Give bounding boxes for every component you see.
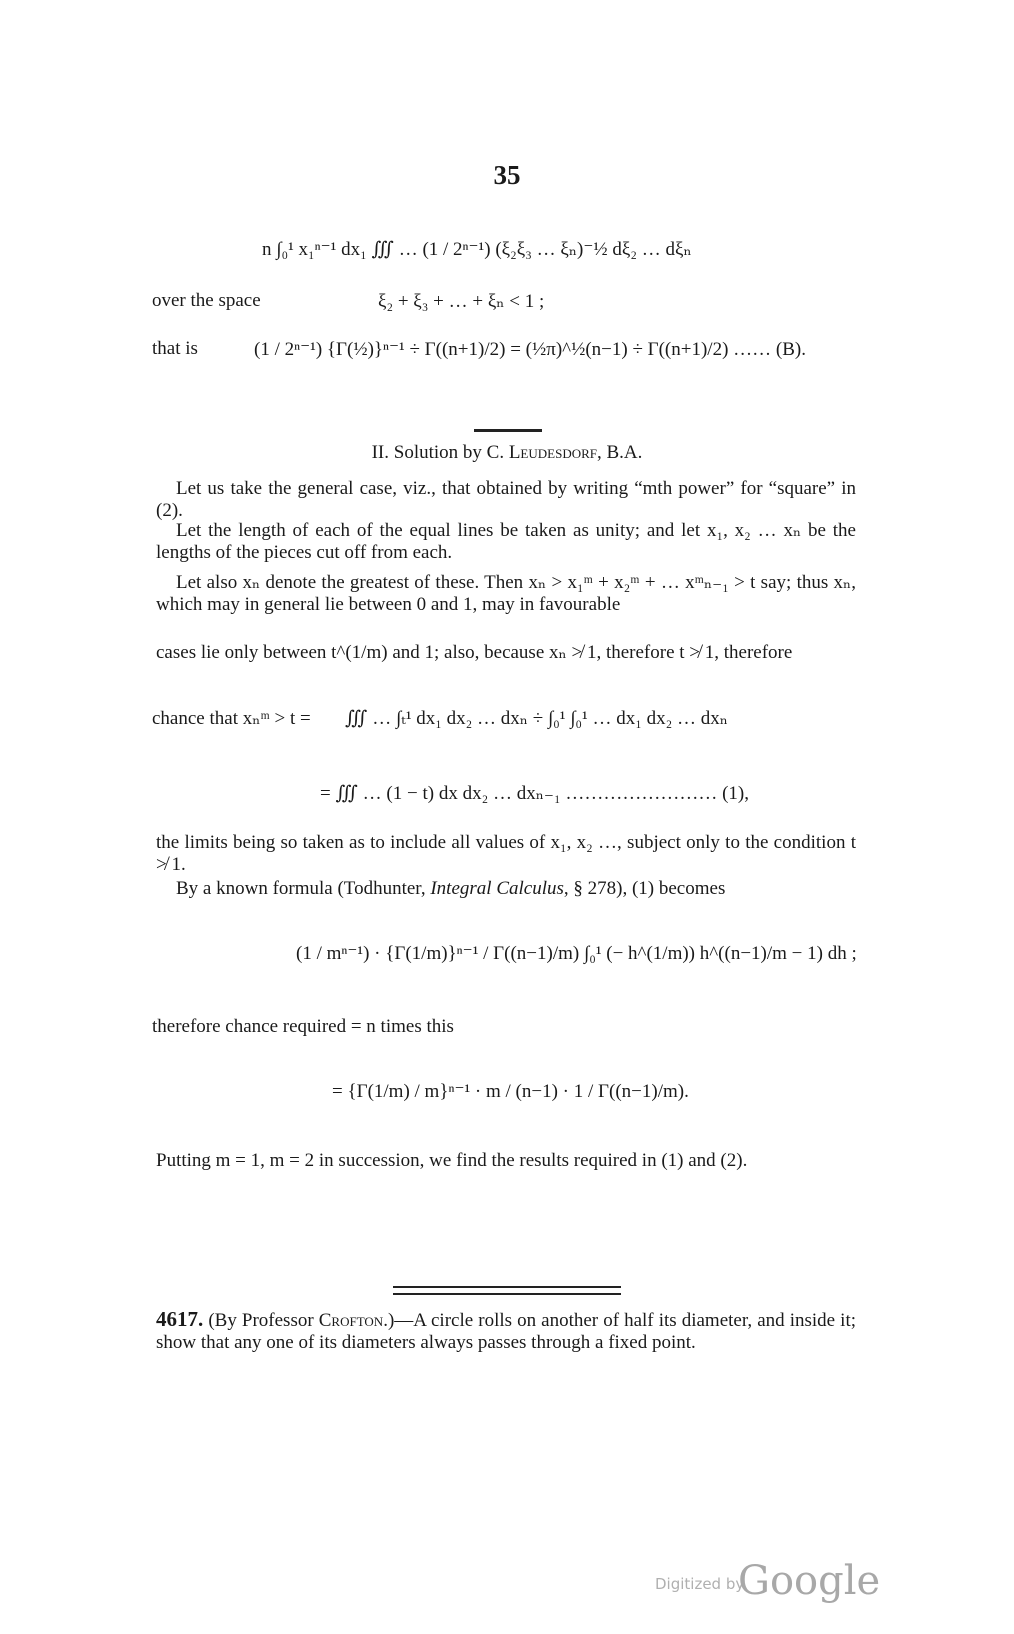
equation-1: = ∭ … (1 − t) dx dx₂ … dxₙ₋₁ …………………… (1), xyxy=(320,783,749,804)
question-text: .)—A circle rolls on another of half its diameter, and inside it; show that any one of its diameters always passes through a fixed point. xyxy=(156,1310,857,1353)
putting-paragraph: Putting m = 1, m = 2 in succession, we find the results required in (1) and (2). xyxy=(156,1150,748,1171)
question-4617 xyxy=(156,1308,856,1354)
equation-B: (1 / 2ⁿ⁻¹) {Γ(½)}ⁿ⁻¹ ÷ Γ((n+1)/2) = (½π)^½(n−1) ÷ Γ((n+1)/2) …… (B). xyxy=(254,339,806,360)
equation-result: = {Γ(1/m) / m}ⁿ⁻¹ · m / (n−1) · 1 / Γ((n−1)/m). xyxy=(332,1081,689,1102)
over-space-label: over the space xyxy=(152,290,261,311)
paragraph-2: Let the length of each of the equal lines be taken as unity; and let x₁, x₂ … xₙ be the lengths of the pieces cut off from each. xyxy=(156,520,856,563)
question-author: Crofton xyxy=(318,1310,384,1331)
over-space-equation: ξ₂ + ξ₃ + … + ξₙ < 1 ; xyxy=(378,291,545,312)
that-is-label: that is xyxy=(152,338,198,359)
equation-becomes: (1 / mⁿ⁻¹) · {Γ(1/m)}ⁿ⁻¹ / Γ((n−1)/m) ∫₀¹ (− h^(1/m)) h^((n−1)/m − 1) dh ; xyxy=(296,943,857,964)
book-title: Integral Calculus xyxy=(430,878,564,899)
google-logo: Google xyxy=(738,1558,881,1604)
paragraph-1: Let us take the general case, viz., that obtained by writing “mth power” for “square” in (2). xyxy=(156,478,856,521)
question-number: 4617. xyxy=(156,1307,204,1331)
paragraph-3: Let also xₙ denote the greatest of these. Then xₙ > x₁ᵐ + x₂ᵐ + … xᵐₙ₋₁ > t say; thus xₙ, which may in general lie between 0 and 1, may in favourable xyxy=(156,572,856,615)
paragraph-4: the limits being so taken as to include all values of x₁, x₂ …, subject only to the condition t ≯ 1. xyxy=(156,832,856,875)
solution-heading xyxy=(0,442,1014,464)
paragraph-3b: cases lie only between t^(1/m) and 1; also, because xₙ ≯ 1, therefore t ≯ 1, therefore xyxy=(156,642,793,663)
question-author-prefix: (By Professor xyxy=(208,1310,319,1331)
solution-heading-prefix: II. Solution by C. xyxy=(371,442,509,463)
section-divider xyxy=(474,429,542,432)
page-number: 35 xyxy=(493,160,521,190)
chance-label: chance that xₙᵐ > t = xyxy=(152,708,311,729)
solution-heading-suffix: , B.A. xyxy=(597,442,643,463)
chance-equation: ∭ … ∫ₜ¹ dx₁ dx₂ … dxₙ ÷ ∫₀¹ ∫₀¹ … dx₁ dx₂ … dxₙ xyxy=(345,708,728,729)
paragraph-5-suffix: , § 278), (1) becomes xyxy=(563,878,726,899)
paragraph-5 xyxy=(156,878,856,900)
double-divider xyxy=(393,1286,621,1295)
equation-top: n ∫₀¹ x₁ⁿ⁻¹ dx₁ ∭ … (1 / 2ⁿ⁻¹) (ξ₂ξ₃ … ξₙ)⁻½ dξ₂ … dξₙ xyxy=(262,239,692,260)
digitized-by-label: Digitized by xyxy=(655,1575,745,1593)
paragraph-5-prefix: By a known formula (Todhunter, xyxy=(176,878,431,899)
solution-author: Leudesdorf xyxy=(508,442,597,463)
therefore-text: therefore chance required = n times this xyxy=(152,1016,454,1037)
